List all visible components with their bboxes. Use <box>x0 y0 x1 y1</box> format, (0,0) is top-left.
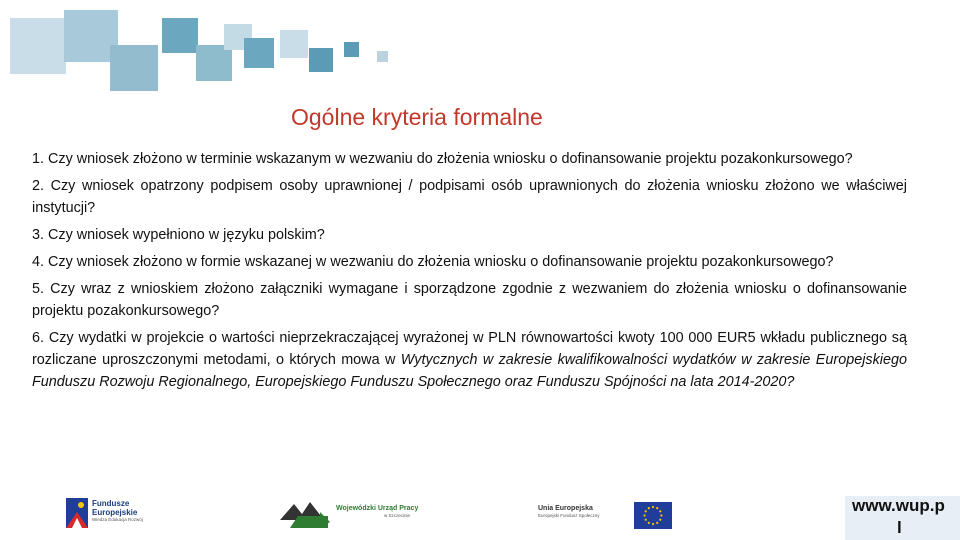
decor-square <box>244 38 274 68</box>
criterion-item: 1. Czy wniosek złożono w terminie wskazanym w wezwaniu do złożenia wniosku o dofinansowanie projektu pozakonkursowego? <box>32 151 853 167</box>
decor-square <box>196 45 232 81</box>
wup-logo-sub: w Szczecinie <box>384 513 411 518</box>
slide-title: Ogólne kryteria formalne <box>291 104 543 130</box>
ue-logo-sub: Europejski Fundusz Społeczny <box>538 513 600 518</box>
wup-logo <box>280 498 430 530</box>
criterion-item <box>32 327 907 393</box>
decor-square <box>280 30 308 58</box>
criterion-item: 5. Czy wraz z wnioskiem złożono załączniki wymagane i sporządzone zgodnie z wezwaniem do złożenia wniosku o dofinansowanie projektu pozakonkursowego? <box>32 281 907 319</box>
wup-logo-name: Wojewódzki Urząd Pracy <box>336 505 419 512</box>
decor-square <box>377 51 388 62</box>
decor-square <box>344 42 359 57</box>
footer-logos <box>0 490 960 540</box>
decor-square <box>10 18 66 74</box>
website-link[interactable]: www.wup.p <box>852 496 945 515</box>
fe-logo-line1: Fundusze <box>92 499 130 508</box>
criterion-item: 3. Czy wniosek wypełniono w języku polskim? <box>32 227 325 243</box>
website-link-continued[interactable]: l <box>897 518 902 537</box>
criterion-item: 2. Czy wniosek opatrzony podpisem osoby uprawnionej / podpisami osób uprawnionych do złożenia wniosku złożono we właściwej instytucji? <box>32 178 907 216</box>
fundusze-europejskie-logo <box>66 496 171 532</box>
criterion-text: 6. Czy wydatki w projekcie o wartości nieprzekraczającej wyrażonej w PLN równowartości kwoty 100 000 EUR5 wkładu publicznego są rozliczane uproszczonymi metodami, o których mowa w <box>32 330 907 368</box>
criterion-item: 4. Czy wniosek złożono w formie wskazanej w wezwaniu do złożenia wniosku o dofinansowanie projektu pozakonkursowego? <box>32 254 834 270</box>
decor-square <box>162 18 198 53</box>
eu-flag-icon <box>634 502 672 529</box>
wup-emblem-icon <box>280 500 330 528</box>
fe-emblem-icon <box>66 498 88 528</box>
criteria-list <box>32 148 907 398</box>
unia-europejska-logo <box>538 500 678 530</box>
criterion-italic-text: Wytycznych w zakresie kwalifikowalności wydatków w zakresie Europejskiego Funduszu Rozwoju Regionalnego, Europejskiego Funduszu Społecznego oraz Funduszu Spójności na lata 2014-2020? <box>32 352 907 390</box>
fe-logo-sub: Wiedza Edukacja Rozwój <box>92 517 143 522</box>
fe-logo-line2: Europejskie <box>92 508 138 517</box>
decor-square <box>309 48 333 72</box>
decor-square <box>110 45 158 91</box>
ue-logo-name: Unia Europejska <box>538 505 593 512</box>
